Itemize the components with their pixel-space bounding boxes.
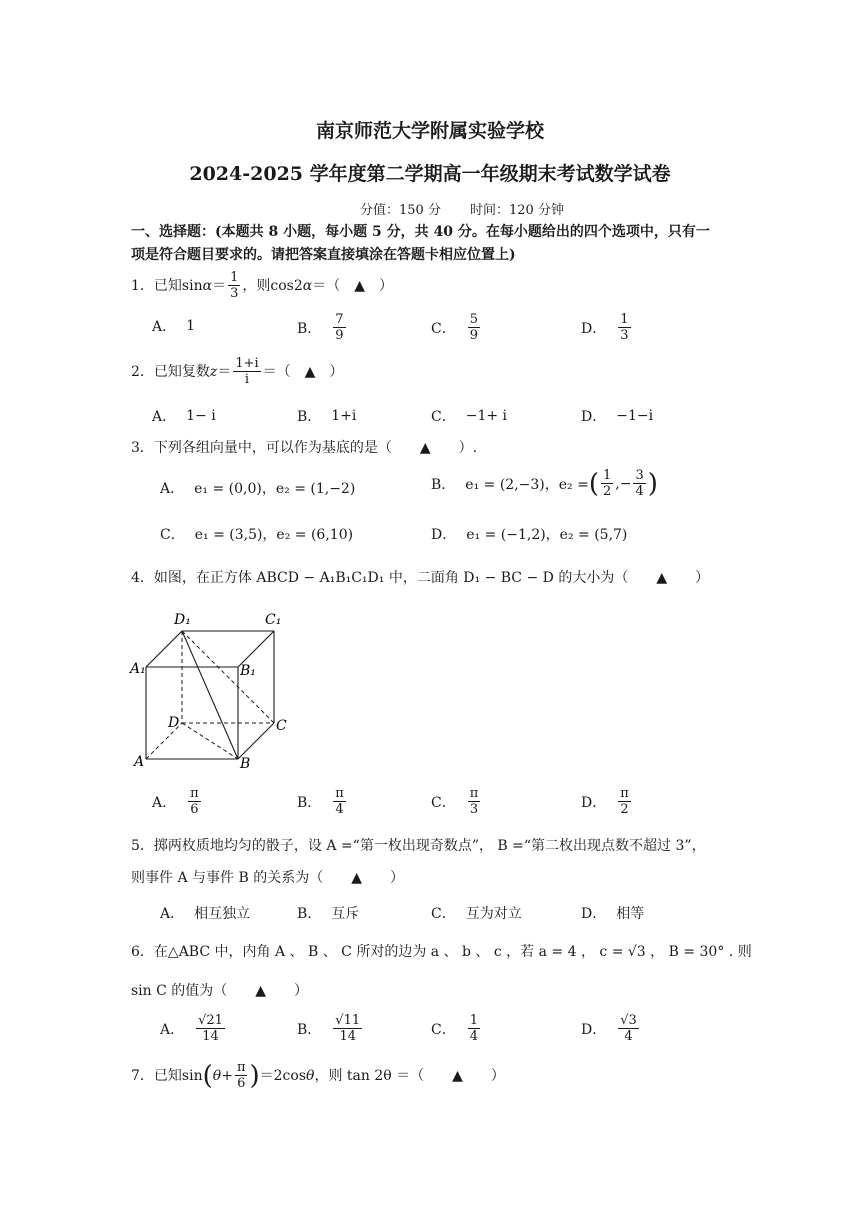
- q6-option-c: C． 1 4: [431, 1013, 478, 1044]
- q2-option-a: A． 1− i: [152, 408, 216, 425]
- school-name: 南京师范大学附属实验学校: [315, 120, 544, 142]
- q4-option-b: B． π 4: [297, 786, 344, 817]
- exam-title: 2024-2025 学年度第二学期高一年级期末考试数学试卷: [189, 163, 671, 185]
- question-6: [131, 942, 752, 962]
- q4-option-a: A． π 6: [152, 786, 199, 817]
- q4-option-c: C． π 3: [431, 786, 479, 817]
- label-a: A: [134, 754, 145, 770]
- label-b: B: [240, 756, 251, 772]
- q2-option-b: B． 1+i: [297, 408, 357, 425]
- q6-option-a: A． √21 14: [160, 1013, 223, 1044]
- section-heading-line1: 一、选择题：(本题共 8 小题，每小题 5 分，共 40 分。在每小题给出的四个选项中，只有一: [131, 224, 710, 240]
- section-heading-line2: 项是符合题目要求的。请把答案直接填涂在答题卡相应位置上): [131, 247, 516, 263]
- question-2: 2． 已知复数 z ＝ 1+i i ＝ （ ▲ ）: [131, 356, 344, 387]
- q6-option-b: B． √11 14: [297, 1013, 361, 1044]
- question-1: 1． 已知 sinα＝ 1 3 ，则 cos2α ＝（ ▲ ）: [131, 270, 393, 301]
- time-info: 时间：120 分钟: [470, 203, 564, 218]
- question-7: 7． 已知 sin ( θ + π 6 ) ＝2cosθ ，则 tan 2θ ＝（ ▲ ）: [131, 1060, 505, 1091]
- label-b1: B₁: [240, 663, 256, 679]
- q1-option-b: B． 7 9: [297, 312, 344, 343]
- q4-number: 4．: [131, 570, 154, 586]
- q2-number: 2．: [131, 363, 154, 380]
- q3-option-b: B． e₁ = (2,−3)，e₂ = ( 1 2 ,− $\frac{3}{4}$ ): [431, 468, 658, 499]
- q3-text: 下列各组向量中，可以作为基底的是（ ▲ ）.: [153, 440, 478, 456]
- q5-line1: 掷两枚质地均匀的骰子，设 A =“第一枚出现奇数点”， B =“第二枚出现点数不超过 3”，: [153, 838, 706, 854]
- q6-number: 6．: [131, 944, 154, 960]
- q5-number: 5．: [131, 838, 154, 854]
- q1-option-d: D． 1 3: [581, 312, 629, 343]
- q1-blank: ＝（ ▲ ）: [312, 277, 393, 294]
- q6-option-d: D． √3 4: [581, 1013, 637, 1044]
- q7-pre: 已知: [153, 1067, 182, 1084]
- q3-option-a: A． e₁ = (0,0)，e₂ = (1,−2): [160, 481, 356, 497]
- question-4: [131, 568, 709, 588]
- cube-figure: [128, 604, 298, 776]
- q2-option-d: D． −1−i: [581, 408, 654, 425]
- question-5: [131, 836, 706, 856]
- q1-option-c: C． 5 9: [431, 312, 478, 343]
- q5-option-a: A． 相互独立: [160, 906, 251, 922]
- q5-option-b: B． 互斥: [297, 906, 360, 922]
- q2-pre: 已知复数: [153, 363, 210, 380]
- label-d1: D₁: [174, 612, 191, 628]
- q1-fraction: 1 3: [230, 270, 239, 301]
- q1-number: 1．: [131, 277, 154, 294]
- q4-text: 如图，在正方体 ABCD − A₁B₁C₁D₁ 中，二面角 D₁ − BC − D 的大小为（ ▲ ）: [153, 570, 710, 586]
- q2-fraction: 1+i i: [235, 356, 259, 387]
- q7-number: 7．: [131, 1067, 154, 1084]
- q6-line1: 在△ABC 中，内角 A 、 B 、 C 所对的边为 a 、 b 、 c ，若 a = 4 ， c = √3 ， B = 30° . 则: [153, 944, 752, 960]
- q3-option-c: C． e₁ = (3,5)，e₂ = (6,10): [160, 527, 354, 543]
- question-3: [131, 438, 477, 458]
- q5-option-d: D． 相等: [581, 906, 645, 922]
- question-5-line2: 则事件 A 与事件 B 的关系为（ ▲ ）: [131, 870, 404, 886]
- label-c: C: [276, 718, 287, 734]
- q3-option-d: D． e₁ = (−1,2)，e₂ = (5,7): [431, 527, 628, 543]
- label-a1: A₁: [130, 661, 146, 677]
- q3-number: 3．: [131, 440, 154, 456]
- q2-option-c: C． −1+ i: [431, 408, 508, 425]
- q1-option-a: A． 1: [152, 318, 196, 335]
- q1-mid: ，则: [242, 277, 271, 294]
- q5-option-c: C． 互为对立: [431, 906, 522, 922]
- score-info: 分值：150 分: [360, 203, 441, 218]
- q4-option-d: D． π 2: [581, 786, 629, 817]
- q1-pre: 已知: [153, 277, 182, 294]
- question-6-line2: sin C 的值为（ ▲ ）: [131, 983, 309, 999]
- label-d: D: [168, 715, 180, 731]
- q2-blank: （ ▲ ）: [276, 363, 344, 380]
- label-c1: C₁: [265, 612, 282, 628]
- q7-post: ，则 tan 2θ ＝（ ▲ ）: [314, 1067, 505, 1084]
